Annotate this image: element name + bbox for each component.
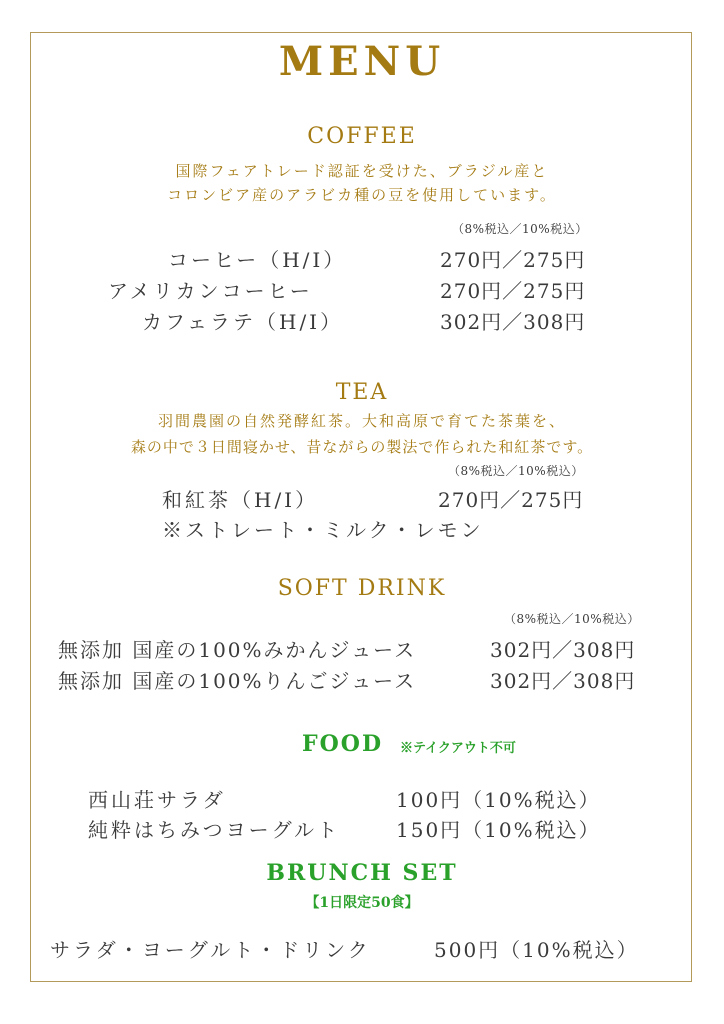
tea-options: ※ストレート・ミルク・レモン [162, 518, 484, 542]
soft-drink-item-price: 302円／308円 [490, 638, 636, 662]
tea-description-line2: 森の中で３日間寝かせ、昔ながらの製法で作られた和紅茶です。 [130, 438, 594, 456]
coffee-item-price: 270円／275円 [440, 248, 586, 272]
soft-drink-heading: SOFT DRINK [277, 576, 447, 601]
soft-drink-item-price: 302円／308円 [490, 669, 636, 693]
tea-description-line1: 羽間農園の自然発酵紅茶。大和高原で育てた茶葉を、 [157, 412, 566, 430]
brunch-heading: BRUNCH SET [266, 860, 458, 886]
food-item-name: 西山荘サラダ [88, 788, 226, 812]
coffee-item-price: 270円／275円 [440, 279, 586, 303]
food-item-name: 純粋はちみつヨーグルト [88, 818, 340, 842]
coffee-heading: COFFEE [307, 124, 417, 149]
coffee-item-name: コーヒー（H/I） [168, 248, 347, 272]
food-takeout-note: ※テイクアウト不可 [400, 741, 516, 756]
soft-drink-tax-note: （8%税込／10%税込） [504, 612, 640, 626]
brunch-item-price: 500円（10%税込） [434, 938, 639, 962]
brunch-item-name: サラダ・ヨーグルト・ドリンク [50, 938, 371, 962]
brunch-limit-note: 【1日限定50食】 [305, 895, 419, 911]
tea-tax-note: （8%税込／10%税込） [448, 464, 584, 478]
coffee-item-name: アメリカンコーヒー [108, 279, 313, 303]
food-item-price: 150円（10%税込） [396, 818, 601, 842]
soft-drink-item-name: 無添加 国産の100%りんごジュース [58, 669, 417, 693]
coffee-tax-note: （8%税込／10%税込） [452, 222, 588, 236]
soft-drink-item-name: 無添加 国産の100%みかんジュース [58, 638, 417, 662]
tea-heading: TEA [335, 380, 389, 405]
coffee-item-price: 302円／308円 [440, 310, 586, 334]
coffee-item-name: カフェラテ（H/I） [142, 310, 344, 334]
food-item-price: 100円（10%税込） [396, 788, 601, 812]
tea-item-price: 270円／275円 [438, 488, 584, 512]
tea-item-name: 和紅茶（H/I） [162, 488, 319, 512]
coffee-description-line1: 国際フェアトレード認証を受けた、ブラジル産と [175, 162, 549, 180]
coffee-description-line2: コロンビア産のアラビカ種の豆を使用しています。 [167, 186, 557, 204]
menu-title: MENU [278, 38, 446, 85]
food-heading: FOOD [302, 731, 384, 757]
